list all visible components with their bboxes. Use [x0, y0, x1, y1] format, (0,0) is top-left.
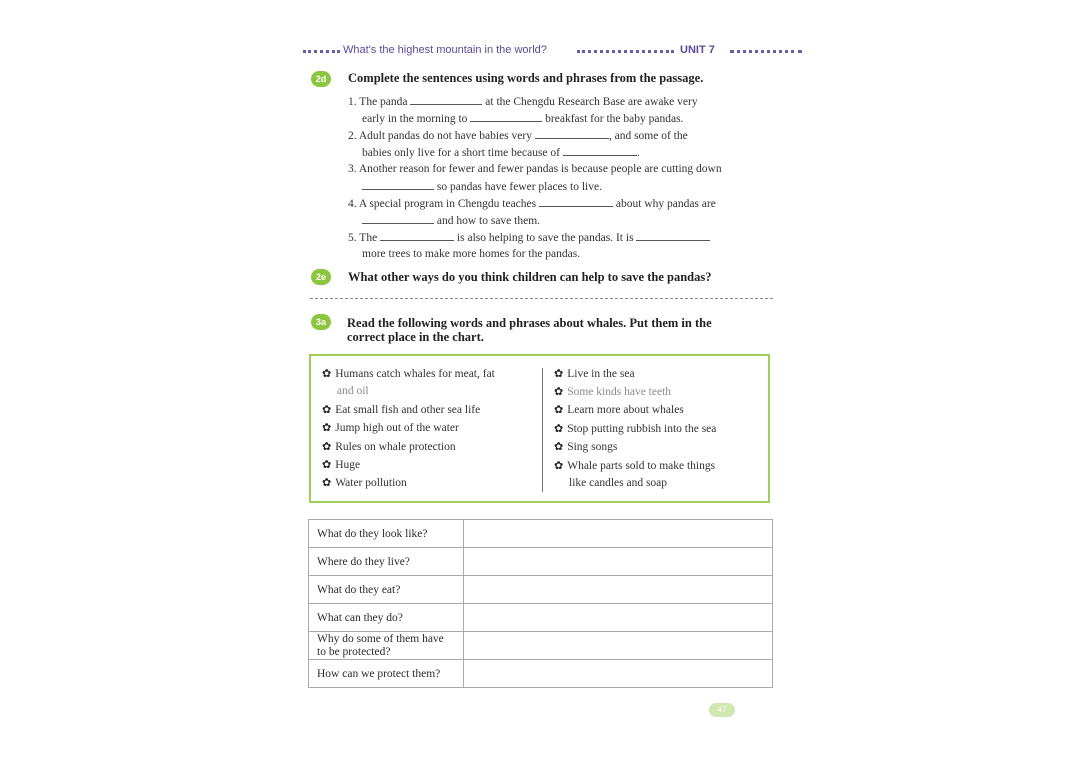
- sentence-2-line-2: [362, 146, 640, 159]
- blank[interactable]: [636, 231, 710, 241]
- flower-bullet-icon: ✿: [554, 422, 564, 435]
- word-item[interactable]: [554, 422, 716, 435]
- header-dots-right: [730, 50, 802, 53]
- word-item-continued: like candles and soap: [569, 477, 668, 489]
- blank[interactable]: [470, 112, 542, 122]
- text: Rules on whale protection: [335, 441, 456, 453]
- chart-question: What do they eat?: [309, 576, 464, 604]
- word-item[interactable]: [554, 403, 684, 416]
- text: 4. A special program in Chengdu teaches: [348, 198, 537, 210]
- flower-bullet-icon: ✿: [554, 440, 564, 453]
- sentence-3-line-2: [362, 180, 602, 193]
- text: about why pandas are: [615, 198, 716, 210]
- whale-chart-table: [308, 519, 773, 688]
- word-item[interactable]: [554, 385, 671, 398]
- blank[interactable]: [380, 231, 454, 241]
- text: Live in the sea: [567, 368, 635, 380]
- text: Water pollution: [335, 477, 407, 489]
- text: 2. Adult pandas do not have babies very: [348, 130, 532, 142]
- instruction-3a-line-1: Read the following words and phrases about whales. Put them in the: [347, 316, 712, 330]
- table-row: [309, 632, 773, 660]
- page-number: 47: [709, 703, 735, 717]
- chart-question: Where do they live?: [309, 548, 464, 576]
- flower-bullet-icon: ✿: [554, 367, 564, 380]
- sentence-1-line-1: [348, 95, 698, 108]
- word-item[interactable]: [322, 476, 407, 489]
- text: and how to save them.: [436, 215, 541, 227]
- chart-answer-cell[interactable]: [464, 520, 773, 548]
- text: , and some of the: [608, 130, 688, 142]
- sentence-4-line-2: [362, 214, 540, 227]
- instruction-2e: What other ways do you think children can help to save the pandas?: [348, 270, 712, 284]
- instruction-2d: Complete the sentences using words and phrases from the passage.: [348, 71, 704, 85]
- text: Some kinds have teeth: [567, 386, 672, 398]
- text: Humans catch whales for meat, fat: [335, 368, 495, 380]
- text: early in the morning to: [362, 113, 468, 125]
- text: babies only live for a short time because of: [362, 147, 560, 159]
- sentence-4-line-1: [348, 197, 716, 210]
- chart-question: What do they look like?: [309, 520, 464, 548]
- text: Sing songs: [567, 441, 618, 453]
- chart-question-line: to be protected?: [317, 645, 391, 658]
- word-item[interactable]: [554, 459, 715, 472]
- blank[interactable]: [535, 129, 609, 139]
- word-item[interactable]: [322, 421, 459, 434]
- sentence-5-line-2: more trees to make more homes for the pandas.: [362, 248, 581, 260]
- flower-bullet-icon: ✿: [322, 367, 332, 380]
- header-dots-middle: [577, 50, 674, 53]
- text: is also helping to save the pandas. It is: [456, 232, 634, 244]
- text: 5. The: [348, 232, 378, 244]
- word-item[interactable]: [322, 403, 480, 416]
- flower-bullet-icon: ✿: [554, 385, 564, 398]
- chart-answer-cell[interactable]: [464, 604, 773, 632]
- badge-3a: 3a: [311, 314, 331, 330]
- word-box-divider: [542, 368, 543, 492]
- text: Stop putting rubbish into the sea: [567, 423, 717, 435]
- sentence-5-line-1: [348, 231, 710, 244]
- chart-question: How can we protect them?: [309, 660, 464, 688]
- text: Whale parts sold to make things: [567, 460, 716, 472]
- text: 1. The panda: [348, 96, 408, 108]
- chart-question: What can they do?: [309, 604, 464, 632]
- text: breakfast for the baby pandas.: [545, 113, 684, 125]
- flower-bullet-icon: ✿: [554, 403, 564, 416]
- table-row: [309, 548, 773, 576]
- blank[interactable]: [362, 180, 434, 190]
- header-dots-left: [303, 50, 340, 53]
- section-divider: [310, 298, 773, 299]
- text: Learn more about whales: [567, 404, 684, 416]
- chart-answer-cell[interactable]: [464, 548, 773, 576]
- flower-bullet-icon: ✿: [322, 403, 332, 416]
- blank[interactable]: [410, 95, 482, 105]
- blank[interactable]: [539, 197, 613, 207]
- word-item-continued: and oil: [337, 385, 369, 397]
- flower-bullet-icon: ✿: [322, 458, 332, 471]
- flower-bullet-icon: ✿: [554, 459, 564, 472]
- chart-question: [309, 632, 464, 660]
- flower-bullet-icon: ✿: [322, 421, 332, 434]
- word-item[interactable]: [554, 440, 617, 453]
- chart-answer-cell[interactable]: [464, 632, 773, 660]
- sentence-3-line-1: 3. Another reason for fewer and fewer pandas is because people are cutting down: [348, 163, 722, 175]
- flower-bullet-icon: ✿: [322, 440, 332, 453]
- sentence-1-line-2: [362, 112, 683, 125]
- table-row: [309, 660, 773, 688]
- sentence-2-line-1: [348, 129, 688, 142]
- word-item[interactable]: [322, 367, 495, 380]
- blank[interactable]: [563, 146, 637, 156]
- chart-answer-cell[interactable]: [464, 660, 773, 688]
- table-row: [309, 576, 773, 604]
- chart-answer-cell[interactable]: [464, 576, 773, 604]
- text: Eat small fish and other sea life: [335, 404, 481, 416]
- chart-question-line: Why do some of them have: [317, 632, 444, 645]
- word-item[interactable]: [322, 458, 360, 471]
- instruction-3a-line-2: correct place in the chart.: [347, 330, 484, 344]
- badge-2e: 2e: [311, 269, 331, 285]
- header-title: What's the highest mountain in the world?: [343, 44, 547, 56]
- word-item[interactable]: [554, 367, 635, 380]
- text: Huge: [335, 459, 361, 471]
- text: Jump high out of the water: [335, 422, 459, 434]
- text: .: [636, 147, 640, 159]
- text: so pandas have fewer places to live.: [436, 181, 602, 193]
- text: at the Chengdu Research Base are awake very: [485, 96, 698, 108]
- table-row: [309, 520, 773, 548]
- blank[interactable]: [362, 214, 434, 224]
- word-item[interactable]: [322, 440, 456, 453]
- badge-2d: 2d: [311, 71, 331, 87]
- flower-bullet-icon: ✿: [322, 476, 332, 489]
- header-unit: UNIT 7: [680, 44, 715, 56]
- table-row: [309, 604, 773, 632]
